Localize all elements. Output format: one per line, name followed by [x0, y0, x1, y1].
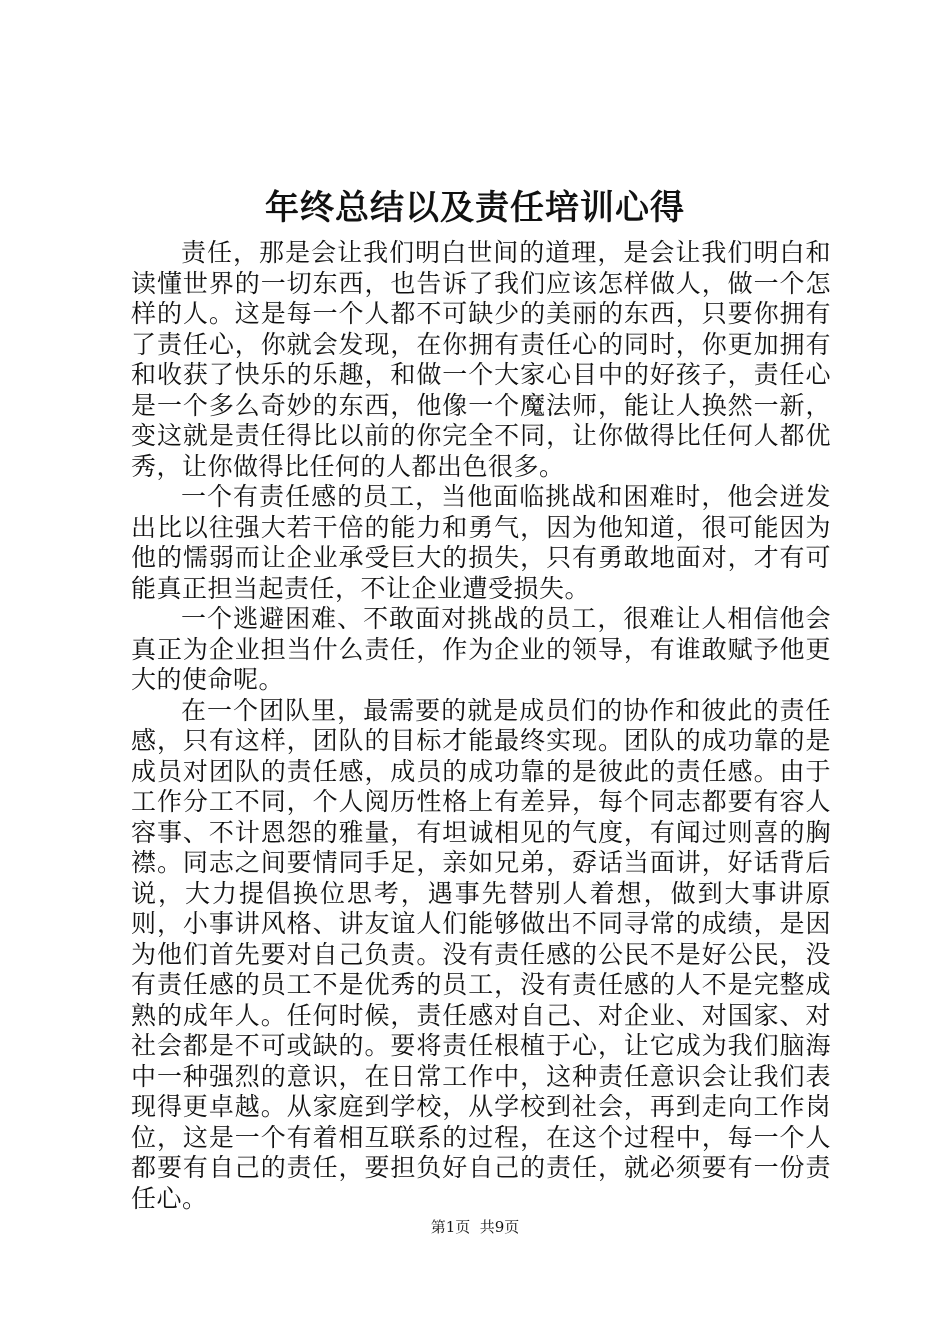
paragraph-4: 在一个团队里，最需要的就是成员们的协作和彼此的责任感，只有这样，团队的目标才能最终实现。团队的成功靠的是成员对团队的责任感，成员的成功靠的是彼此的责任感。由于工作分工不同，个人阅历性格上有差异，每个同志都要有容人容事、不计恩怨的雅量，有坦诚相见的气度，有闻过则喜的胸襟。同志之间要情同手足，亲如兄弟，孬话当面讲，好话背后说，大力提倡换位思考，遇事先替别人着想，做到大事讲原则，小事讲风格、讲友谊人们能够做出不同寻常的成绩，是因为他们首先要对自己负责。没有责任感的公民不是好公民，没有责任感的员工不是优秀的员工，没有责任感的人不是完整成熟的成年人。任何时候，责任感对自己、对企业、对国家、对社会都是不可或缺的。要将责任根植于心，让它成为我们脑海中一种强烈的意识，在日常工作中，这种责任意识会让我们表现得更卓越。从家庭到学校，从学校到社会，再到走向工作岗位，这是一个有着相互联系的过程，在这个过程中，每一个人都要有自己的责任，要担负好自己的责任，就必须要有一份责任心。 — [131, 695, 831, 1213]
paragraph-2: 一个有责任感的员工，当他面临挑战和困难时，他会迸发出比以往强大若干倍的能力和勇气，因为他知道，很可能因为他的懦弱而让企业承受巨大的损失，只有勇敢地面对，才有可能真正担当起责任，不让企业遭受损失。 — [131, 482, 831, 603]
page-footer — [0, 1217, 950, 1237]
page-number: 第1页 共9页 — [430, 1218, 520, 1236]
paragraph-1: 责任，那是会让我们明白世间的道理，是会让我们明白和读懂世界的一切东西，也告诉了我们应该怎样做人，做一个怎样的人。这是每一个人都不可缺少的美丽的东西，只要你拥有了责任心，你就会发现，在你拥有责任心的同时，你更加拥有和收获了快乐的乐趣，和做一个大家心目中的好孩子，责任心是一个多么奇妙的东西，他像一个魔法师，能让人换然一新，变这就是责任得比以前的你完全不同，让你做得比任何人都优秀，让你做得比任何的人都出色很多。 — [131, 238, 831, 481]
document-body — [131, 238, 831, 1214]
document-title: 年终总结以及责任培训心得 — [265, 188, 685, 228]
paragraph-3: 一个逃避困难、不敢面对挑战的员工，很难让人相信他会真正为企业担当什么责任，作为企业的领导，有谁敢赋予他更大的使命呢。 — [131, 604, 831, 694]
